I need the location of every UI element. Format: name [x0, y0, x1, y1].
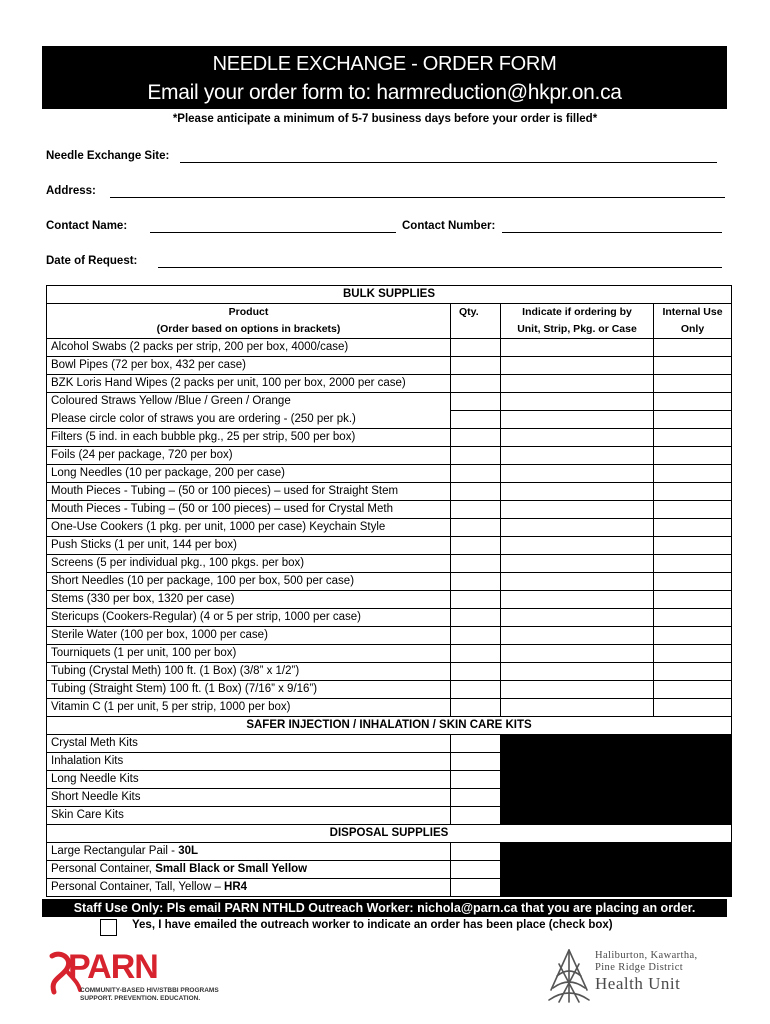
kit-item-qty-cell[interactable] — [451, 753, 501, 771]
bulk-item-label: Coloured Straws Yellow /Blue / Green / Orange — [47, 393, 451, 411]
contact-number-label: Contact Number: — [402, 220, 496, 232]
bulk-item-unit-cell[interactable] — [501, 645, 654, 663]
bulk-item-qty-cell[interactable] — [451, 501, 501, 519]
bulk-item-label: Stems (330 per box, 1320 per case) — [47, 591, 451, 609]
disposal-tall-container-text: Personal Container, Tall, Yellow – — [51, 881, 225, 893]
product-column-header — [47, 304, 451, 339]
disposal-small-container-internal-cell — [654, 861, 732, 879]
parn-tagline — [80, 987, 219, 1003]
bulk-item-internal-cell — [654, 393, 732, 411]
disposal-heading-row — [47, 825, 732, 843]
bulk-item-qty-cell[interactable] — [451, 573, 501, 591]
kit-item-internal-cell — [654, 753, 732, 771]
date-field[interactable] — [158, 267, 722, 268]
bulk-item-label: Bowl Pipes (72 per box, 432 per case) — [47, 357, 451, 375]
bulk-item-qty-cell[interactable] — [451, 339, 501, 357]
bulk-item-internal-cell — [654, 537, 732, 555]
bulk-item-internal-cell — [654, 375, 732, 393]
bulk-item-label: Sterile Water (100 per box, 1000 per case) — [47, 627, 451, 645]
disposal-pail-bold-text: 30L — [178, 845, 199, 857]
disposal-tall-container-unit-cell — [501, 879, 654, 897]
bulk-item-unit-cell[interactable] — [501, 411, 654, 429]
bulk-item-row — [47, 663, 732, 681]
bulk-item-row — [47, 573, 732, 591]
bulk-item-row — [47, 627, 732, 645]
disposal-small-container-row — [47, 861, 732, 879]
kit-item-label: Long Needle Kits — [47, 771, 451, 789]
kit-item-unit-cell — [501, 807, 654, 825]
disposal-pail-row — [47, 843, 732, 861]
site-label: Needle Exchange Site: — [46, 150, 170, 162]
parn-tagline-2: SUPPORT. PREVENTION. EDUCATION. — [80, 995, 201, 1002]
bulk-item-unit-cell[interactable] — [501, 393, 654, 411]
disposal-pail-unit-cell — [501, 843, 654, 861]
bulk-item-row — [47, 429, 732, 447]
unit-column-header — [501, 304, 654, 339]
bulk-item-label: Foils (24 per package, 720 per box) — [47, 447, 451, 465]
kits-heading-row — [47, 717, 732, 735]
bulk-item-qty-cell[interactable] — [451, 699, 501, 717]
emailed-worker-checkbox[interactable] — [100, 919, 117, 936]
date-label: Date of Request: — [46, 255, 138, 267]
bulk-item-label: Tubing (Straight Stem) 100 ft. (1 Box) (7/16” x 9/16”) — [47, 681, 451, 699]
bulk-item-internal-cell — [654, 339, 732, 357]
kit-item-internal-cell — [654, 807, 732, 825]
bulk-item-internal-cell — [654, 483, 732, 501]
bulk-item-qty-cell[interactable] — [451, 663, 501, 681]
parn-wordmark: PARN — [68, 948, 158, 986]
kit-item-row — [47, 807, 732, 825]
bulk-item-qty-cell[interactable] — [451, 375, 501, 393]
bulk-item-internal-cell — [654, 663, 732, 681]
bulk-item-row — [47, 483, 732, 501]
kits-heading: SAFER INJECTION / INHALATION / SKIN CARE KITS — [47, 717, 732, 735]
bulk-item-row — [47, 519, 732, 537]
bulk-item-row — [47, 645, 732, 663]
bulk-item-qty-cell[interactable] — [451, 429, 501, 447]
bulk-item-label: Alcohol Swabs (2 packs per strip, 200 per box, 4000/case) — [47, 339, 451, 357]
staff-use-banner: Staff Use Only: Pls email PARN NTHLD Outreach Worker: nichola@parn.ca that you are placing an order. — [42, 899, 727, 917]
disposal-tall-container-row — [47, 879, 732, 897]
unit-header-line-1: Indicate if ordering by — [522, 306, 632, 318]
address-field[interactable] — [110, 197, 725, 198]
bulk-item-unit-cell[interactable] — [501, 447, 654, 465]
bulk-item-internal-cell — [654, 699, 732, 717]
contact-number-field[interactable] — [502, 232, 722, 233]
health-unit-logo — [545, 946, 735, 1008]
health-unit-line-3: Health Unit — [595, 974, 681, 993]
bulk-item-internal-cell — [654, 573, 732, 591]
bulk-item-qty-cell[interactable] — [451, 357, 501, 375]
internal-header-line-2: Only — [680, 323, 705, 335]
disposal-small-container-text: Personal Container, — [51, 863, 156, 875]
disposal-tall-container-qty-cell[interactable] — [451, 879, 501, 897]
bulk-item-qty-cell[interactable] — [451, 645, 501, 663]
bulk-item-internal-cell — [654, 627, 732, 645]
disposal-small-container-qty-cell[interactable] — [451, 861, 501, 879]
health-unit-line-1: Haliburton, Kawartha, — [595, 950, 698, 961]
bulk-item-internal-cell — [654, 411, 732, 429]
bulk-item-unit-cell[interactable] — [501, 537, 654, 555]
bulk-item-label: Long Needles (10 per package, 200 per case) — [47, 465, 451, 483]
bulk-item-label: Vitamin C (1 per unit, 5 per strip, 1000 per box) — [47, 699, 451, 717]
bulk-item-row — [47, 447, 732, 465]
bulk-item-label: Mouth Pieces - Tubing – (50 or 100 pieces) – used for Crystal Meth — [47, 501, 451, 519]
bulk-item-unit-cell[interactable] — [501, 483, 654, 501]
internal-column-header — [654, 304, 732, 339]
bulk-item-unit-cell[interactable] — [501, 573, 654, 591]
form-title: NEEDLE EXCHANGE - ORDER FORM — [212, 53, 557, 75]
bulk-item-internal-cell — [654, 447, 732, 465]
bulk-supplies-heading: BULK SUPPLIES — [47, 286, 732, 304]
kit-item-label: Short Needle Kits — [47, 789, 451, 807]
bulk-item-label: One-Use Cookers (1 pkg. per unit, 1000 per case) Keychain Style — [47, 519, 451, 537]
bulk-item-unit-cell[interactable] — [501, 501, 654, 519]
bulk-item-unit-cell[interactable] — [501, 681, 654, 699]
address-label: Address: — [46, 185, 96, 197]
bulk-item-qty-cell[interactable] — [451, 627, 501, 645]
kit-item-row — [47, 789, 732, 807]
bulk-item-qty-cell[interactable] — [451, 609, 501, 627]
bulk-item-label: Stericups (Cookers-Regular) (4 or 5 per strip, 1000 per case) — [47, 609, 451, 627]
bulk-item-label: Mouth Pieces - Tubing – (50 or 100 pieces) – used for Straight Stem — [47, 483, 451, 501]
bulk-item-row — [47, 681, 732, 699]
bulk-item-qty-cell[interactable] — [451, 519, 501, 537]
bulk-item-qty-cell[interactable] — [451, 447, 501, 465]
bulk-item-qty-cell[interactable] — [451, 411, 501, 429]
disposal-heading: DISPOSAL SUPPLIES — [47, 825, 732, 843]
disposal-pail-text: Large Rectangular Pail - — [51, 845, 179, 857]
disposal-pail-qty-cell[interactable] — [451, 843, 501, 861]
product-header-line-2: (Order based on options in brackets) — [156, 323, 341, 335]
bulk-item-row — [47, 411, 732, 429]
bulk-item-row — [47, 699, 732, 717]
bulk-item-internal-cell — [654, 519, 732, 537]
emailed-worker-label: Yes, I have emailed the outreach worker to indicate an order has been place (check box) — [132, 919, 613, 931]
bulk-item-unit-cell[interactable] — [501, 375, 654, 393]
bulk-item-qty-cell[interactable] — [451, 681, 501, 699]
kit-item-row — [47, 771, 732, 789]
bulk-item-unit-cell[interactable] — [501, 609, 654, 627]
bulk-item-internal-cell — [654, 465, 732, 483]
bulk-item-internal-cell — [654, 645, 732, 663]
unit-header-line-2: Unit, Strip, Pkg. or Case — [517, 323, 637, 335]
bulk-item-label: Tourniquets (1 per unit, 100 per box) — [47, 645, 451, 663]
site-field[interactable] — [180, 162, 717, 163]
bulk-item-qty-cell[interactable] — [451, 555, 501, 573]
bulk-item-internal-cell — [654, 357, 732, 375]
bulk-item-qty-cell[interactable] — [451, 483, 501, 501]
disposal-small-container-label — [47, 861, 451, 879]
bulk-item-internal-cell — [654, 681, 732, 699]
disposal-tall-container-internal-cell — [654, 879, 732, 897]
bulk-item-row — [47, 555, 732, 573]
bulk-item-label: Please circle color of straws you are ordering - (250 per pk.) — [47, 411, 451, 429]
bulk-item-row — [47, 501, 732, 519]
bulk-item-unit-cell[interactable] — [501, 591, 654, 609]
bulk-item-qty-cell[interactable] — [451, 393, 501, 411]
bulk-item-unit-cell[interactable] — [501, 627, 654, 645]
bulk-item-internal-cell — [654, 429, 732, 447]
product-header-line-1: Product — [228, 306, 269, 318]
email-instruction: Email your order form to: harmreduction@hkpr.on.ca — [147, 81, 622, 104]
processing-time-note: *Please anticipate a minimum of 5-7 business days before your order is filled* — [172, 113, 598, 125]
bulk-item-internal-cell — [654, 591, 732, 609]
bulk-item-internal-cell — [654, 501, 732, 519]
disposal-small-container-unit-cell — [501, 861, 654, 879]
bulk-item-row — [47, 465, 732, 483]
bulk-item-qty-cell[interactable] — [451, 591, 501, 609]
kit-item-unit-cell — [501, 789, 654, 807]
bulk-item-label: Short Needles (10 per package, 100 per box, 500 per case) — [47, 573, 451, 591]
bulk-item-unit-cell[interactable] — [501, 465, 654, 483]
bulk-item-internal-cell — [654, 555, 732, 573]
bulk-item-unit-cell[interactable] — [501, 699, 654, 717]
qty-column-header: Qty. — [451, 304, 501, 339]
bulk-item-unit-cell[interactable] — [501, 429, 654, 447]
bulk-item-unit-cell[interactable] — [501, 339, 654, 357]
contact-name-label: Contact Name: — [46, 220, 128, 232]
kit-item-internal-cell — [654, 771, 732, 789]
kit-item-internal-cell — [654, 735, 732, 753]
kit-item-qty-cell[interactable] — [451, 789, 501, 807]
bulk-item-label: Screens (5 per individual pkg., 100 pkgs. per box) — [47, 555, 451, 573]
disposal-tall-container-label — [47, 879, 451, 897]
kit-item-qty-cell[interactable] — [451, 771, 501, 789]
bulk-item-label: Tubing (Crystal Meth) 100 ft. (1 Box) (3/8” x 1/2”) — [47, 663, 451, 681]
disposal-pail-label — [47, 843, 451, 861]
bulk-item-label: Filters (5 ind. in each bubble pkg., 25 per strip, 500 per box) — [47, 429, 451, 447]
bulk-item-unit-cell[interactable] — [501, 519, 654, 537]
disposal-pail-internal-cell — [654, 843, 732, 861]
kit-item-label: Inhalation Kits — [47, 753, 451, 771]
bulk-item-unit-cell[interactable] — [501, 357, 654, 375]
bulk-item-qty-cell[interactable] — [451, 465, 501, 483]
form-title-banner — [42, 46, 727, 109]
kit-item-label: Crystal Meth Kits — [47, 735, 451, 753]
bulk-item-row — [47, 537, 732, 555]
bulk-item-internal-cell — [654, 609, 732, 627]
parn-tagline-1: COMMUNITY-BASED HIV/STBBI PROGRAMS — [80, 987, 219, 994]
bulk-item-row — [47, 609, 732, 627]
kit-item-row — [47, 735, 732, 753]
bulk-item-row — [47, 393, 732, 411]
bulk-item-unit-cell[interactable] — [501, 663, 654, 681]
bulk-item-label: Push Sticks (1 per unit, 144 per box) — [47, 537, 451, 555]
order-table — [46, 285, 732, 897]
kit-item-row — [47, 753, 732, 771]
health-unit-line-2: Pine Ridge District — [595, 962, 684, 973]
bulk-item-row — [47, 375, 732, 393]
bulk-item-row — [47, 357, 732, 375]
kit-item-unit-cell — [501, 771, 654, 789]
health-unit-emblem-icon — [545, 946, 593, 1006]
kit-item-unit-cell — [501, 735, 654, 753]
kit-item-qty-cell[interactable] — [451, 807, 501, 825]
kit-item-label: Skin Care Kits — [47, 807, 451, 825]
internal-header-line-1: Internal Use — [662, 306, 723, 318]
bulk-item-row — [47, 339, 732, 357]
disposal-tall-container-bold-text: HR4 — [224, 881, 248, 893]
disposal-small-container-bold-text: Small Black or Small Yellow — [155, 863, 308, 875]
bulk-item-unit-cell[interactable] — [501, 555, 654, 573]
bulk-item-qty-cell[interactable] — [451, 537, 501, 555]
health-unit-text — [595, 950, 698, 994]
bulk-item-label: BZK Loris Hand Wipes (2 packs per unit, 100 per box, 2000 per case) — [47, 375, 451, 393]
kit-item-unit-cell — [501, 753, 654, 771]
contact-name-field[interactable] — [150, 232, 396, 233]
parn-logo — [44, 948, 244, 1008]
bulk-item-row — [47, 591, 732, 609]
kit-item-internal-cell — [654, 789, 732, 807]
kit-item-qty-cell[interactable] — [451, 735, 501, 753]
